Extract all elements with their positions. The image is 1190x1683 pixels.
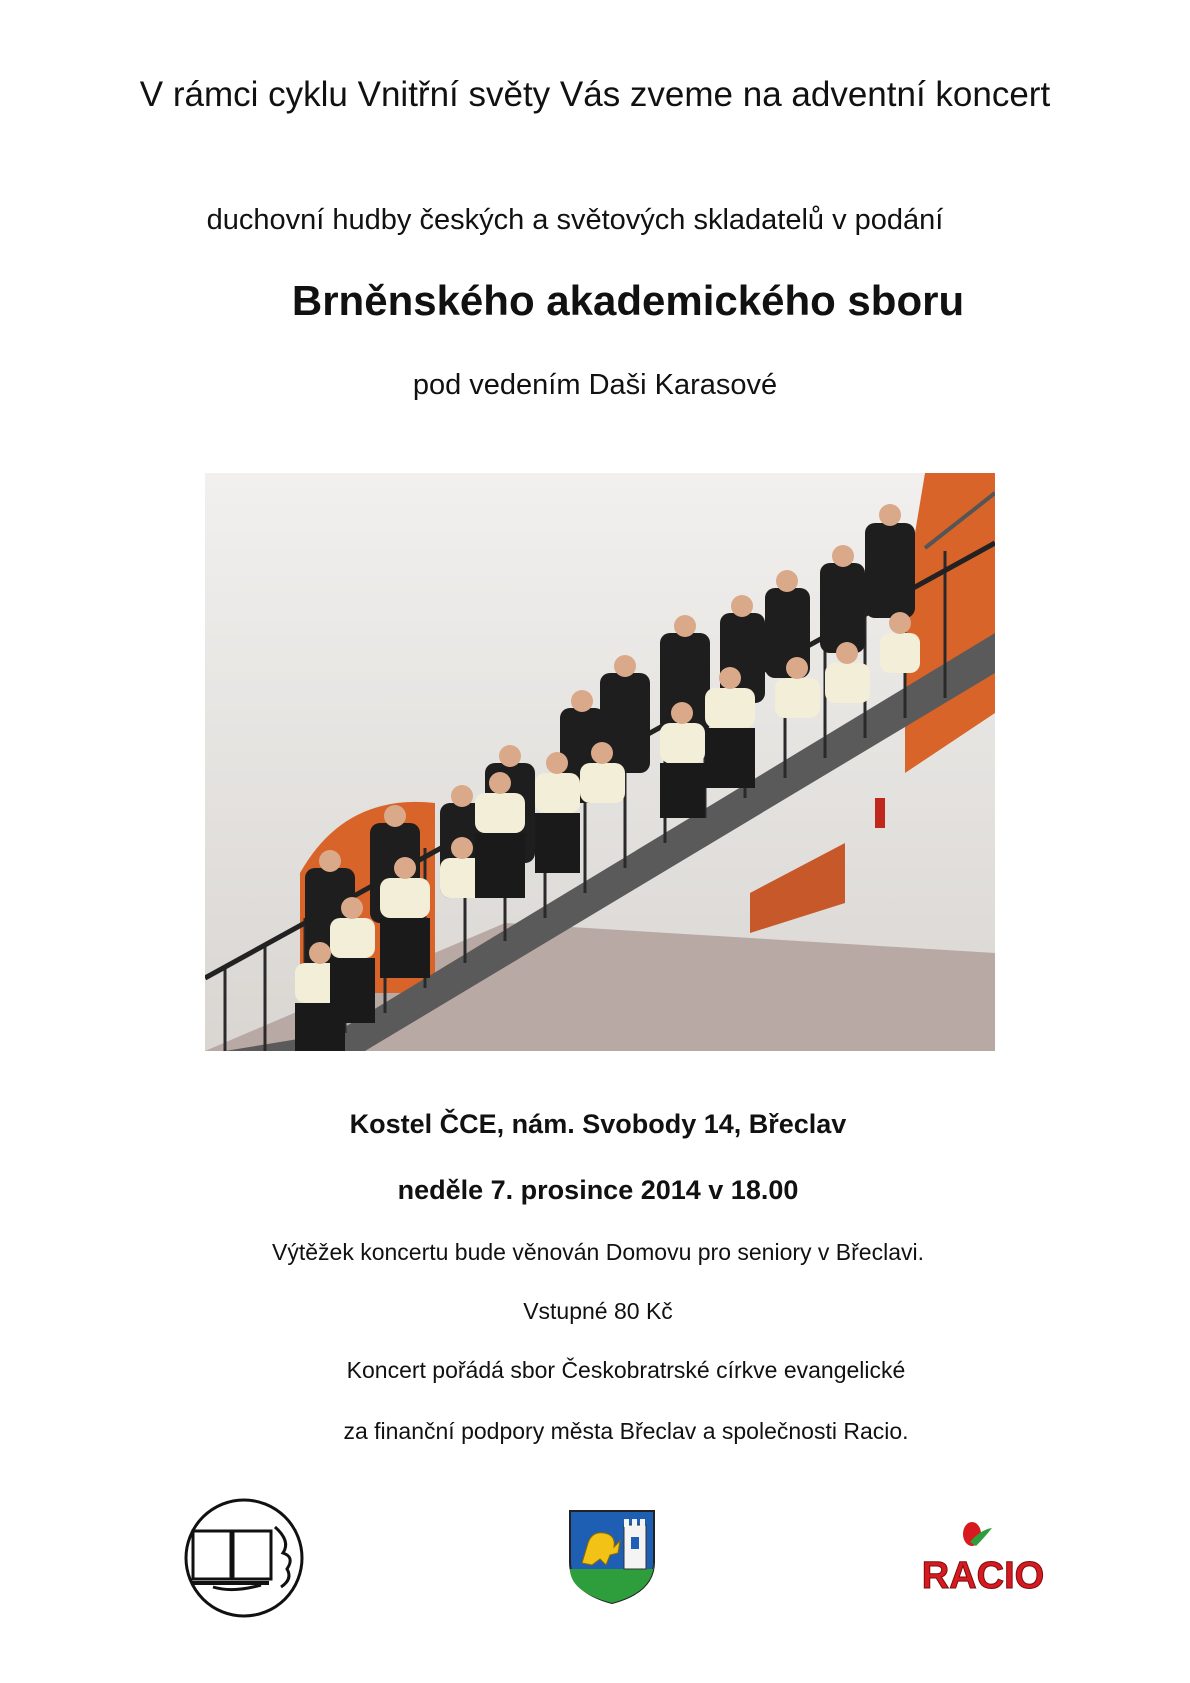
conductor-text: pod vedením Daši Karasové <box>412 369 778 401</box>
intro-text: V rámci cyklu Vnitřní světy Vás zveme na adventní koncert <box>139 75 1051 114</box>
racio-logo-text: RACIO <box>921 1555 1045 1597</box>
subtitle-text: duchovní hudby českých a světových skladatelů v podání <box>206 204 944 236</box>
admission-text: Vstupné 80 Kč <box>523 1298 673 1324</box>
ensemble-title: Brněnského akademického sboru <box>291 277 965 324</box>
racio-logo <box>920 1520 1046 1604</box>
sponsors-text: za finanční podpory města Břeclav a společnosti Racio. <box>343 1418 909 1444</box>
venue-text: Kostel ČCE, nám. Svobody 14, Břeclav <box>349 1109 847 1139</box>
choir-photo <box>205 473 995 1051</box>
datetime-text: neděle 7. prosince 2014 v 18.00 <box>397 1175 799 1205</box>
organizer-text: Koncert pořádá sbor Českobratrské církve evangelické <box>346 1357 906 1383</box>
church-emblem-icon <box>183 1497 305 1619</box>
proceeds-text: Výtěžek koncertu bude věnován Domovu pro seniory v Břeclavi. <box>272 1239 924 1265</box>
breclav-coat-of-arms-icon <box>566 1507 658 1605</box>
